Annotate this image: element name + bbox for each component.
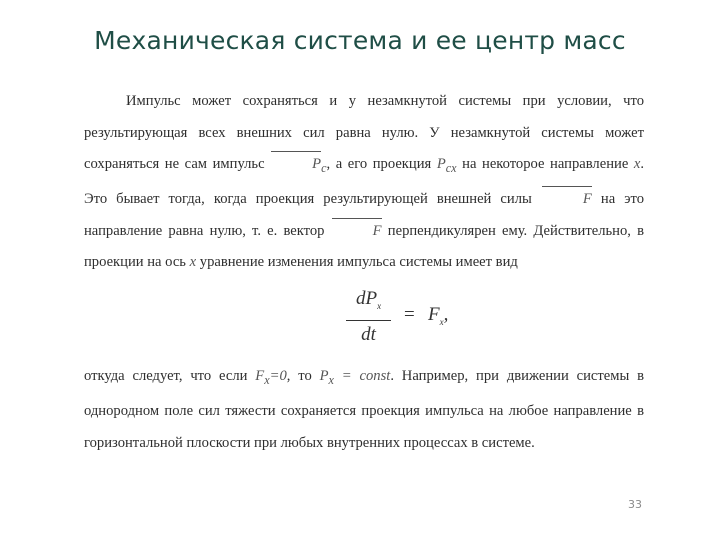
body-text <box>84 86 644 459</box>
text-span: откуда следует, что если <box>84 367 248 384</box>
formula-fraction <box>346 285 391 349</box>
formula-numerator: $dP_x$ <box>346 285 391 321</box>
text-span: перпендикулярен ему. Действительно, в проекции на ось <box>84 222 644 271</box>
math-momentum-projection: $P_{cx}$ <box>436 156 457 175</box>
formula-denominator: dt <box>361 323 376 345</box>
math-force-condition: $F_x=0$ <box>255 367 287 387</box>
math-momentum-vector: $P_c$ <box>270 156 326 172</box>
paragraph-consequence <box>84 361 644 459</box>
text-span: на это направление равна нулю, т. е. вектор <box>84 191 644 239</box>
paragraph-momentum-conservation <box>84 86 644 279</box>
text-span: , а его проекция <box>326 156 432 172</box>
text-span: Импульс может сохраняться и у незамкнутой системы при условии, что результирующая всех внешних сил равна нулю. У незамкнутой системы может сохраняться не сам импульс <box>84 93 644 172</box>
math-axis-x: x <box>633 156 641 172</box>
text-span: . Это бывает тогда, когда проекция результирующей внешней силы <box>84 156 645 208</box>
formula-momentum-change <box>84 279 644 361</box>
text-span: , то <box>286 367 312 384</box>
math-axis-x: x <box>189 254 197 271</box>
formula-equals: = <box>404 303 415 325</box>
text-span: уравнение изменения импульса системы имеет вид <box>199 254 518 271</box>
slide-title: Механическая система и ее центр масс <box>94 26 626 55</box>
math-force-vector: F <box>331 216 382 248</box>
text-span: на некоторое направление <box>462 156 629 172</box>
math-force-vector: F <box>541 184 592 216</box>
formula-rhs: $F_x$, <box>428 303 449 327</box>
text-span: . Например, при движении системы в однородном поле сил тяжести сохраняется проекция импульса на любое направление в горизонтальной плоскости при любых внутренних процессах в системе. <box>84 367 645 451</box>
page-number: 33 <box>628 498 642 511</box>
math-momentum-constant: $P_x$ = const <box>319 367 391 387</box>
